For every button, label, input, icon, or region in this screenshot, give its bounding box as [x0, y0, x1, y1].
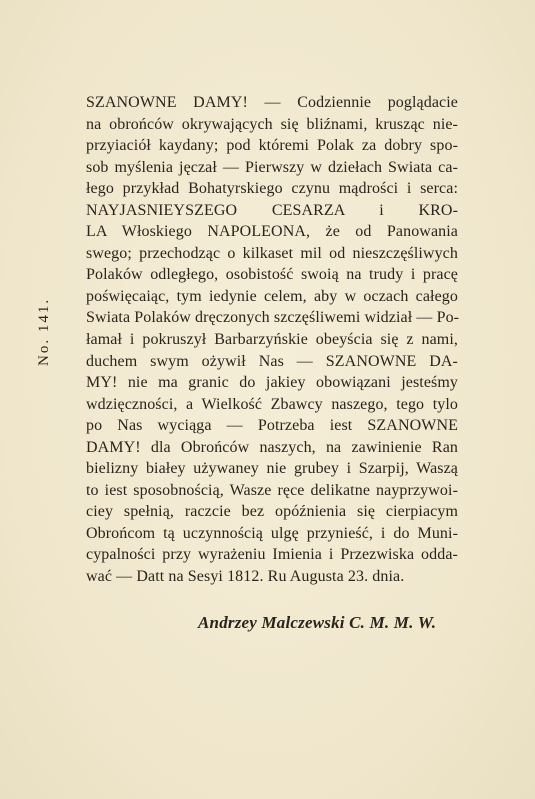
text-line: wdzięczności, a Wielkość Zbawcy naszego, tego tylo: [86, 395, 458, 413]
text-line: ciey spełnią, raczcie bez opóźnienia się cierpiacym: [86, 503, 458, 521]
text-line: DAMY! dla Obrońców naszych, na zawinienie Ran: [86, 438, 458, 456]
text-line: Polaków odległego, osobistość swoią na trudy i pracę: [86, 266, 458, 284]
text-line: poświęcaiąc, tym iedynie celem, aby w oczach całego: [86, 287, 458, 305]
page-number-mark: No. 141.: [36, 297, 52, 366]
text-line: Swiata Polaków dręczonych szczęśliwemi widział — Po-: [86, 309, 460, 327]
text-line: wać — Datt na Sesyi 1812. Ru Augusta 23. dnia.: [86, 568, 405, 586]
text-line: łego przykład Bohatyrskiego czynu mądrości i serca:: [86, 180, 458, 198]
text-line: MY! nie ma granic do jakiey obowiązani jesteśmy: [86, 374, 458, 392]
text-line: po Nas wyciąga — Potrzeba iest SZANOWNE: [86, 417, 458, 435]
text-line: to iest sposobnością, Wasze ręce delikatne nayprzywoi-: [86, 481, 458, 499]
text-line: cypalności przy wyrażeniu Imienia i Przezwiska odda-: [86, 546, 458, 564]
text-line: SZANOWNE DAMY! — Codziennie poglądacie: [86, 94, 458, 111]
text-line: Obrońcom tą uczynnością ulgę przynieść, i do Muni-: [86, 524, 458, 542]
document-body: [86, 92, 458, 588]
text-line: łamał i pokruszył Barbarzyńskie obeyścia się z nami,: [86, 331, 458, 349]
text-line: duchem swym ożywił Nas — SZANOWNE DA-: [86, 352, 458, 370]
text-line: LA Włoskiego NAPOLEONA, że od Panowania: [86, 223, 458, 241]
text-line: NAYJASNIEYSZEGO CESARZA i KRO-: [86, 201, 458, 219]
text-line: swego; przechodząc o kilkaset mil od nieszczęśliwych: [86, 244, 458, 262]
text-line: bielizny białey używaney nie grubey i Szarpij, Waszą: [86, 460, 458, 478]
signature: Andrzey Malczewski C. M. M. W.: [198, 613, 437, 632]
text-line: przyiaciół kaydany; pod któremi Polak za dobry spo-: [86, 137, 458, 155]
text-line: na obrońców okrywających się bliźnami, krusząc nie-: [86, 115, 458, 133]
text-line: sob myślenia jęczał — Pierwszy w dziełach Swiata ca-: [86, 158, 458, 176]
